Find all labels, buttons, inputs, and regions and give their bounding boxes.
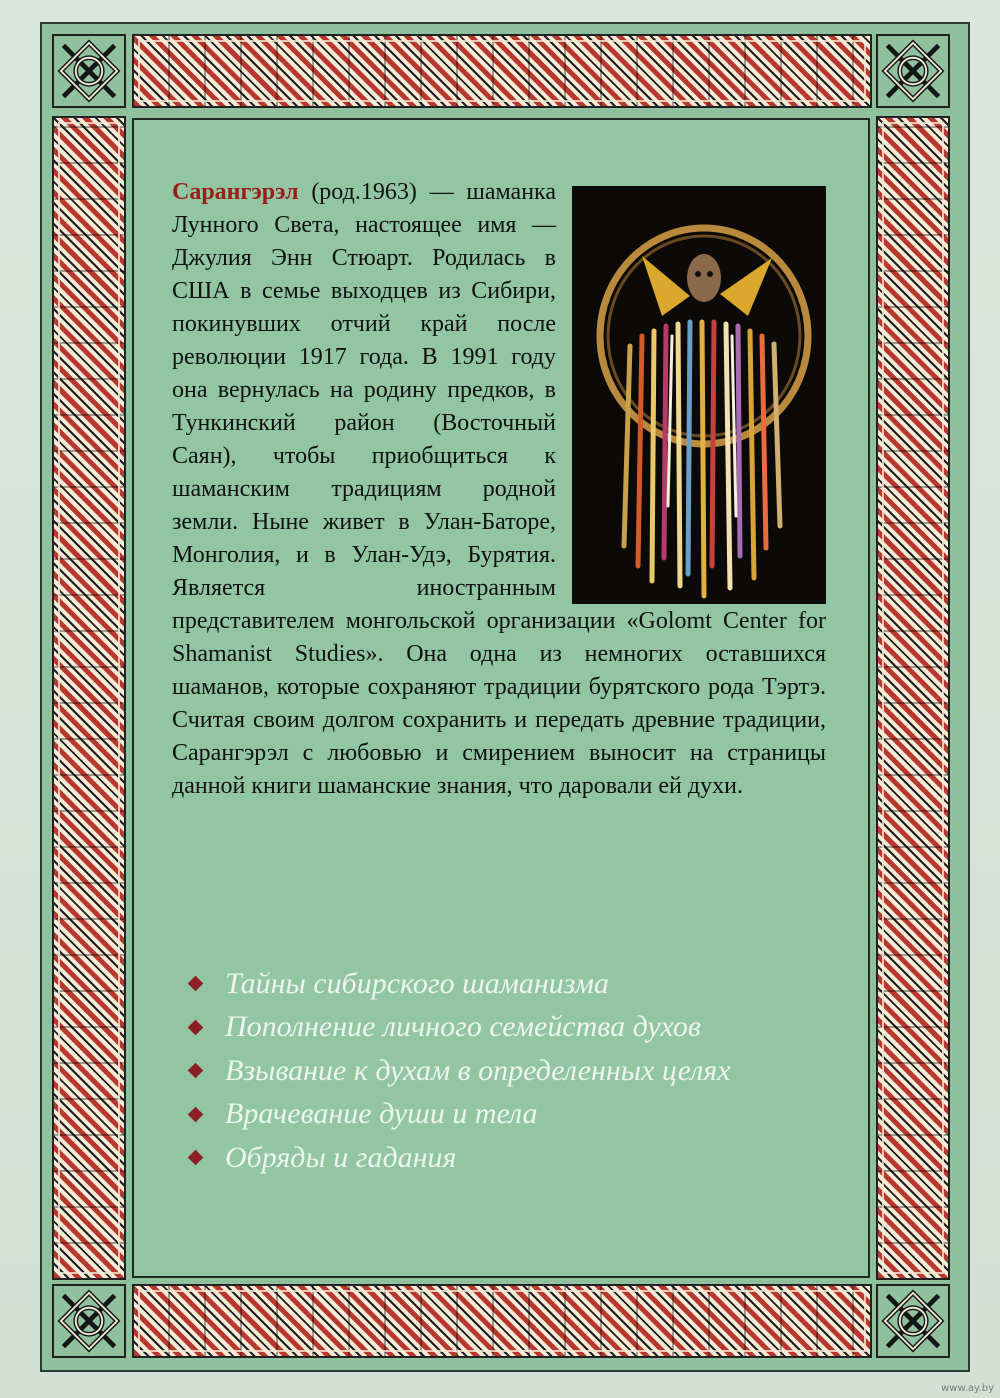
diamond-bullet-icon: [188, 1150, 204, 1166]
knot-ornament-icon: [876, 1284, 950, 1358]
ornament-border-bottom: [132, 1284, 872, 1358]
knot-ornament-icon: [52, 34, 126, 108]
watermark: www.ay.by: [941, 1383, 994, 1394]
ornament-border-left: [52, 116, 126, 1280]
list-item: [190, 1093, 870, 1137]
list-item: [190, 1049, 870, 1093]
topic-label: Пополнение личного семейства духов: [225, 1010, 701, 1044]
ornament-border-right: [876, 116, 950, 1280]
list-item: [190, 1006, 870, 1050]
knot-ornament-icon: [876, 34, 950, 108]
list-item: [190, 962, 870, 1006]
diamond-bullet-icon: [188, 1106, 204, 1122]
diamond-bullet-icon: [188, 1019, 204, 1035]
photo-spacer: [556, 176, 826, 604]
knot-ornament-icon: [52, 1284, 126, 1358]
topic-label: Обряды и гадания: [225, 1140, 457, 1174]
ornament-border-top: [132, 34, 872, 108]
diamond-bullet-icon: [188, 1063, 204, 1079]
topic-label: Тайны сибирского шаманизма: [225, 966, 609, 1000]
topics-list: [190, 962, 870, 1180]
list-item: [190, 1136, 870, 1180]
diamond-bullet-icon: [188, 976, 204, 992]
author-name: Сарангэрэл: [172, 179, 299, 205]
author-bio: [172, 176, 826, 803]
topic-label: Врачевание души и тела: [225, 1097, 538, 1131]
topic-label: Взывание к духам в определенных целях: [225, 1053, 731, 1087]
bio-text: (род.1963) — шаманка Лунного Света, настоящее имя — Джулия Энн Стюарт. Родилась в США в семье выходцев из Сибири, покинувших отчий край после революции 1917 года. В 1991 году она вернулась на родину предков, в Тункинский район (Восточный Саян), чтобы приобщиться к шаманским традициям родной земли. Ныне живет в Улан-Баторе, Монголия, и в Улан-Удэ, Бурятия. Является иностранным представителем монгольской организации «Golomt Center for Shamanist Studies». Она одна из немногих оставшихся шаманов, которые сохраняют традиции бурятского рода Тэртэ. Считая своим долгом сохранить и передать древние традиции, Сарангэрэл с любовью и смирением выносит на страницы данной книги шаманские знания, что даровали ей духи.: [172, 179, 826, 799]
